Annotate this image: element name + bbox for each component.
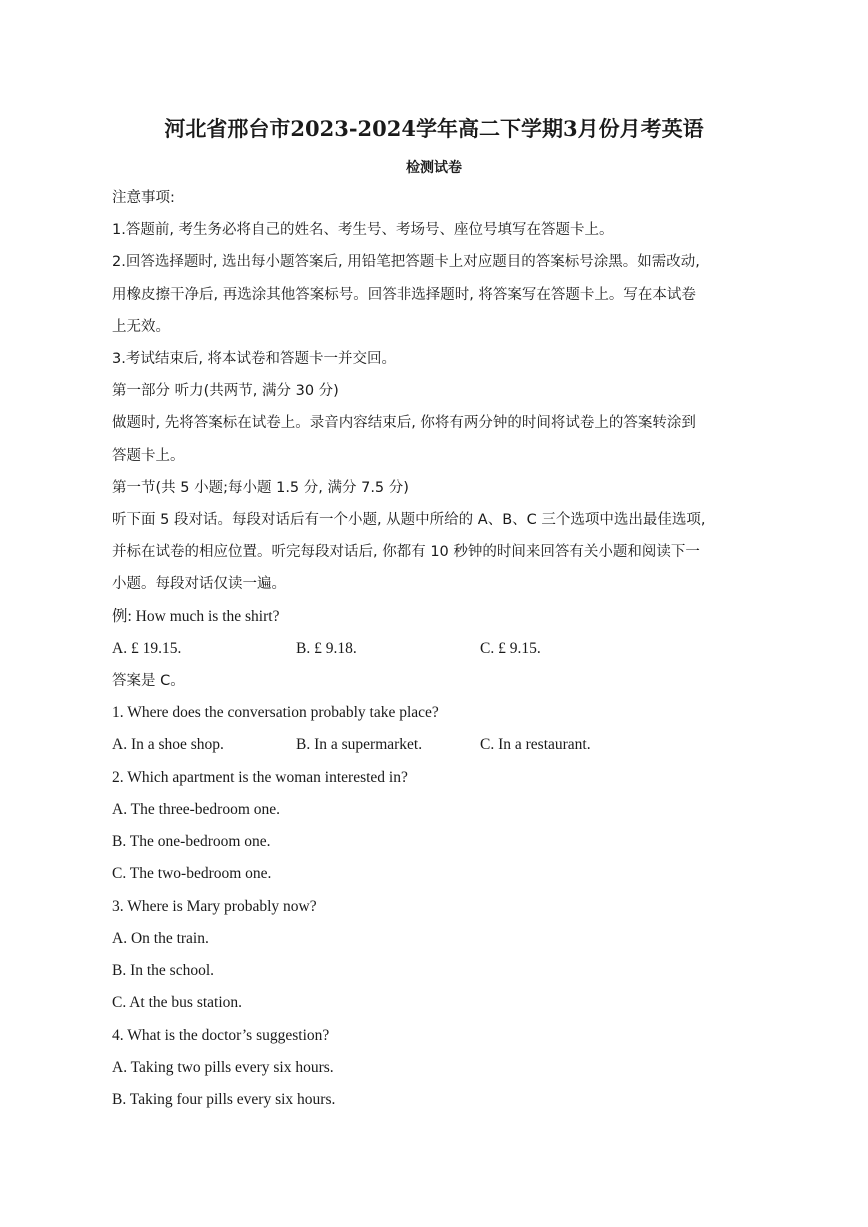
notice-item-1: 1.答题前, 考生务必将自己的姓名、考生号、考场号、座位号填写在答题卡上。 <box>112 222 614 238</box>
question-2-option-c: C. The two-bedroom one. <box>112 865 272 882</box>
question-3-option-c: C. At the bus station. <box>112 994 243 1011</box>
example-question: 例: How much is the shirt? <box>112 608 280 625</box>
notice-item-2-line-2: 用橡皮擦干净后, 再选涂其他答案标号。回答非选择题时, 将答案写在答题卡上。写在本试卷 <box>112 287 696 303</box>
question-4-option-b: B. Taking four pills every six hours. <box>112 1091 336 1108</box>
page-title: 河北省邢台市2023-2024学年高二下学期3月份月考英语 <box>164 116 704 141</box>
question-1-option-a: A. In a shoe shop. <box>112 736 224 753</box>
part1-heading: 第一部分 听力(共两节, 满分 30 分) <box>112 383 339 399</box>
question-4-option-a: A. Taking two pills every six hours. <box>112 1059 334 1076</box>
question-1-option-b: B. In a supermarket. <box>296 736 423 753</box>
section1-instructions-line-2: 并标在试卷的相应位置。听完每段对话后, 你都有 10 秒钟的时间来回答有关小题和阅读下一 <box>112 544 700 560</box>
part1-instructions-line-1: 做题时, 先将答案标在试卷上。录音内容结束后, 你将有两分钟的时间将试卷上的答案转涂到 <box>112 415 696 431</box>
question-4: 4. What is the doctor’s suggestion? <box>112 1027 330 1044</box>
section1-instructions-line-1: 听下面 5 段对话。每段对话后有一个小题, 从题中所给的 A、B、C 三个选项中选出最佳选项, <box>112 512 706 528</box>
example-option-c: C. £ 9.15. <box>480 640 541 657</box>
notice-item-2-line-1: 2.回答选择题时, 选出每小题答案后, 用铅笔把答题卡上对应题目的答案标号涂黑。如需改动, <box>112 254 700 270</box>
section1-instructions-line-3: 小题。每段对话仅读一遍。 <box>112 576 286 592</box>
page-subtitle: 检测试卷 <box>406 160 462 176</box>
question-2: 2. Which apartment is the woman interested in? <box>112 769 408 786</box>
section1-heading: 第一节(共 5 小题;每小题 1.5 分, 满分 7.5 分) <box>112 480 409 496</box>
example-option-a: A. £ 19.15. <box>112 640 182 657</box>
example-option-b: B. £ 9.18. <box>296 640 357 657</box>
question-1: 1. Where does the conversation probably take place? <box>112 704 439 721</box>
question-3-option-a: A. On the train. <box>112 930 209 947</box>
question-1-option-c: C. In a restaurant. <box>480 736 591 753</box>
question-2-option-b: B. The one-bedroom one. <box>112 833 271 850</box>
question-2-option-a: A. The three-bedroom one. <box>112 801 281 818</box>
example-answer: 答案是 C。 <box>112 673 185 689</box>
notice-heading: 注意事项: <box>112 190 175 206</box>
notice-item-3: 3.考试结束后, 将本试卷和答题卡一并交回。 <box>112 351 397 367</box>
question-3: 3. Where is Mary probably now? <box>112 898 317 915</box>
question-3-option-b: B. In the school. <box>112 962 215 979</box>
notice-item-2-line-3: 上无效。 <box>112 319 170 335</box>
part1-instructions-line-2: 答题卡上。 <box>112 448 185 464</box>
